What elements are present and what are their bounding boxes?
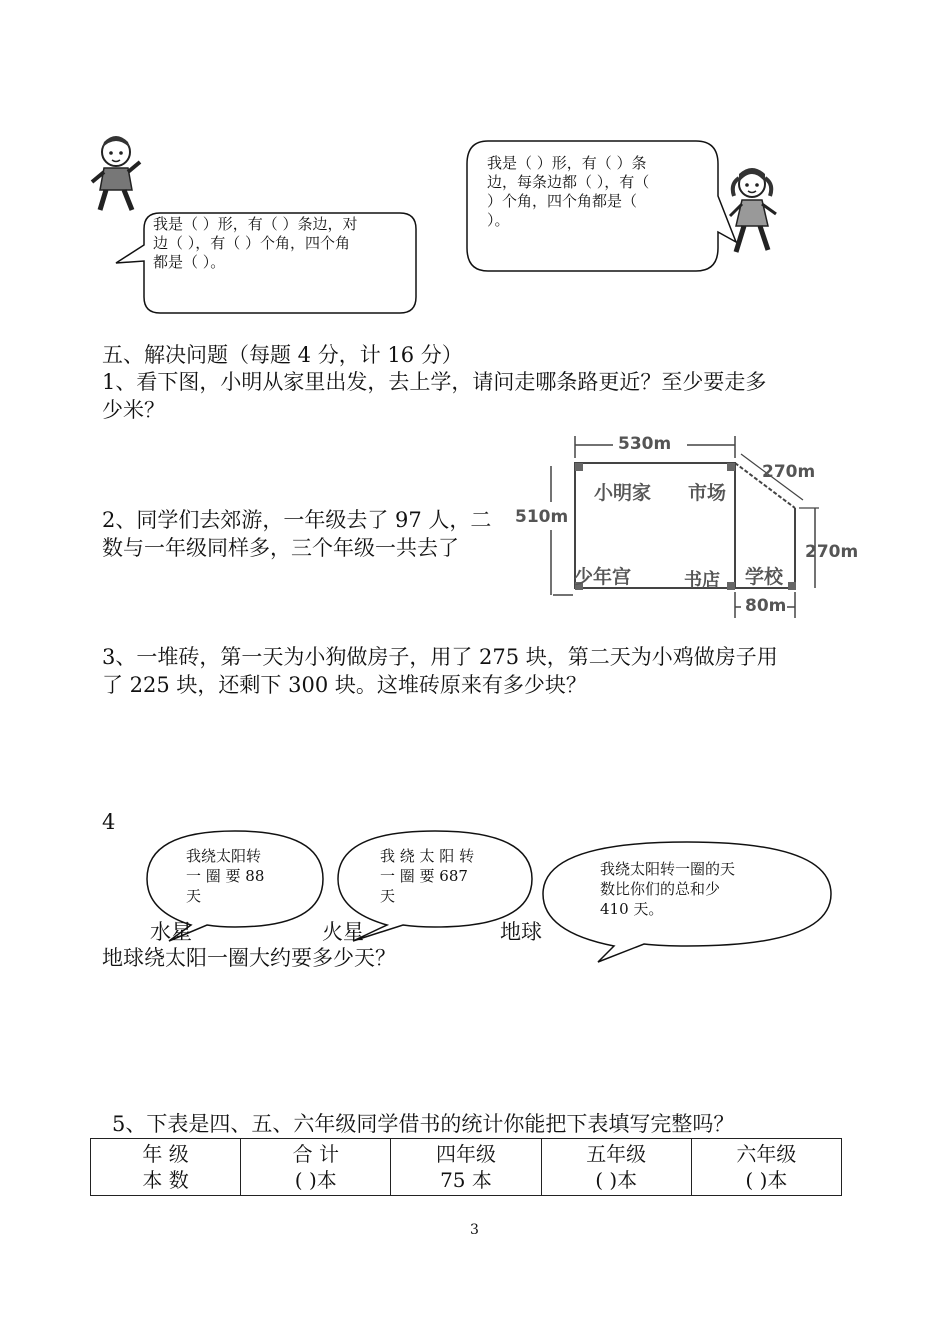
question-4-text: 地球绕太阳一圈大约要多少天？ [102, 946, 396, 970]
mars-label: 火星 [322, 920, 364, 944]
map-palace-label: 少年宫 [574, 566, 632, 588]
mercury-bubble-text: 我绕太阳转 一 圈 要 88 天 [186, 847, 265, 905]
question-1-line-2: 少米？ [102, 398, 165, 422]
girl-illustration [722, 160, 782, 260]
table-cell: 六年级 ( )本 [691, 1139, 841, 1196]
square-prompt-text: 我是（ ）形，有（ ）条 边，每条边都（ ），有（ ）个角，四个角都是（ ）。 [487, 154, 650, 229]
page-number: 3 [470, 1222, 479, 1238]
map-right-height: 270m [805, 542, 859, 562]
map-left-height: 510m [515, 507, 569, 527]
map-diagonal-length: 270m [762, 462, 816, 482]
book-lending-table [90, 1138, 842, 1196]
question-3-line-2: 了 225 块，还剩下 300 块。这堆砖原来有多少块？ [102, 673, 587, 697]
map-market-label: 市场 [688, 482, 727, 504]
section-heading: 五、解决问题（每题 4 分，计 16 分） [102, 343, 463, 367]
question-5-title: 5、下表是四、五、六年级同学借书的统计你能把下表填写完整吗？ [112, 1112, 735, 1136]
question-1-line-1: 1、看下图，小明从家里出发，去上学，请问走哪条路更近？至少要走多 [102, 370, 767, 394]
earth-bubble-text: 我绕太阳转一圈的天 数比你们的总和少 410 天。 [600, 860, 736, 918]
table-cell: 五年级 ( )本 [541, 1139, 691, 1196]
table-cell: 四年级 75 本 [391, 1139, 541, 1196]
table-cell: 年 级 本 数 [91, 1139, 241, 1196]
map-bottom-width: 80m [745, 596, 787, 616]
mercury-label: 水星 [150, 920, 192, 944]
table-row [91, 1139, 842, 1196]
earth-label: 地球 [500, 920, 542, 944]
question-4-number: 4 [102, 810, 116, 834]
map-school-label: 学校 [745, 566, 784, 588]
map-home-label: 小明家 [594, 482, 652, 504]
question-2-line-2: 数与一年级同样多，三个年级一共去了 [102, 536, 459, 560]
rectangle-prompt-text: 我是（ ）形，有（ ）条边，对 边（ ），有（ ）个角，四个角 都是（ ）。 [153, 215, 358, 271]
table-cell: 合 计 ( )本 [241, 1139, 391, 1196]
mars-bubble-text: 我 绕 太 阳 转 一 圈 要 687 天 [380, 847, 475, 905]
boy-illustration [88, 132, 144, 214]
question-2-line-1: 2、同学们去郊游，一年级去了 97 人，二 [102, 508, 492, 532]
map-bookstore-label: 书店 [684, 570, 720, 591]
question-3-line-1: 3、一堆砖，第一天为小狗做房子，用了 275 块，第二天为小鸡做房子用 [102, 645, 778, 669]
map-top-length: 530m [618, 434, 672, 454]
